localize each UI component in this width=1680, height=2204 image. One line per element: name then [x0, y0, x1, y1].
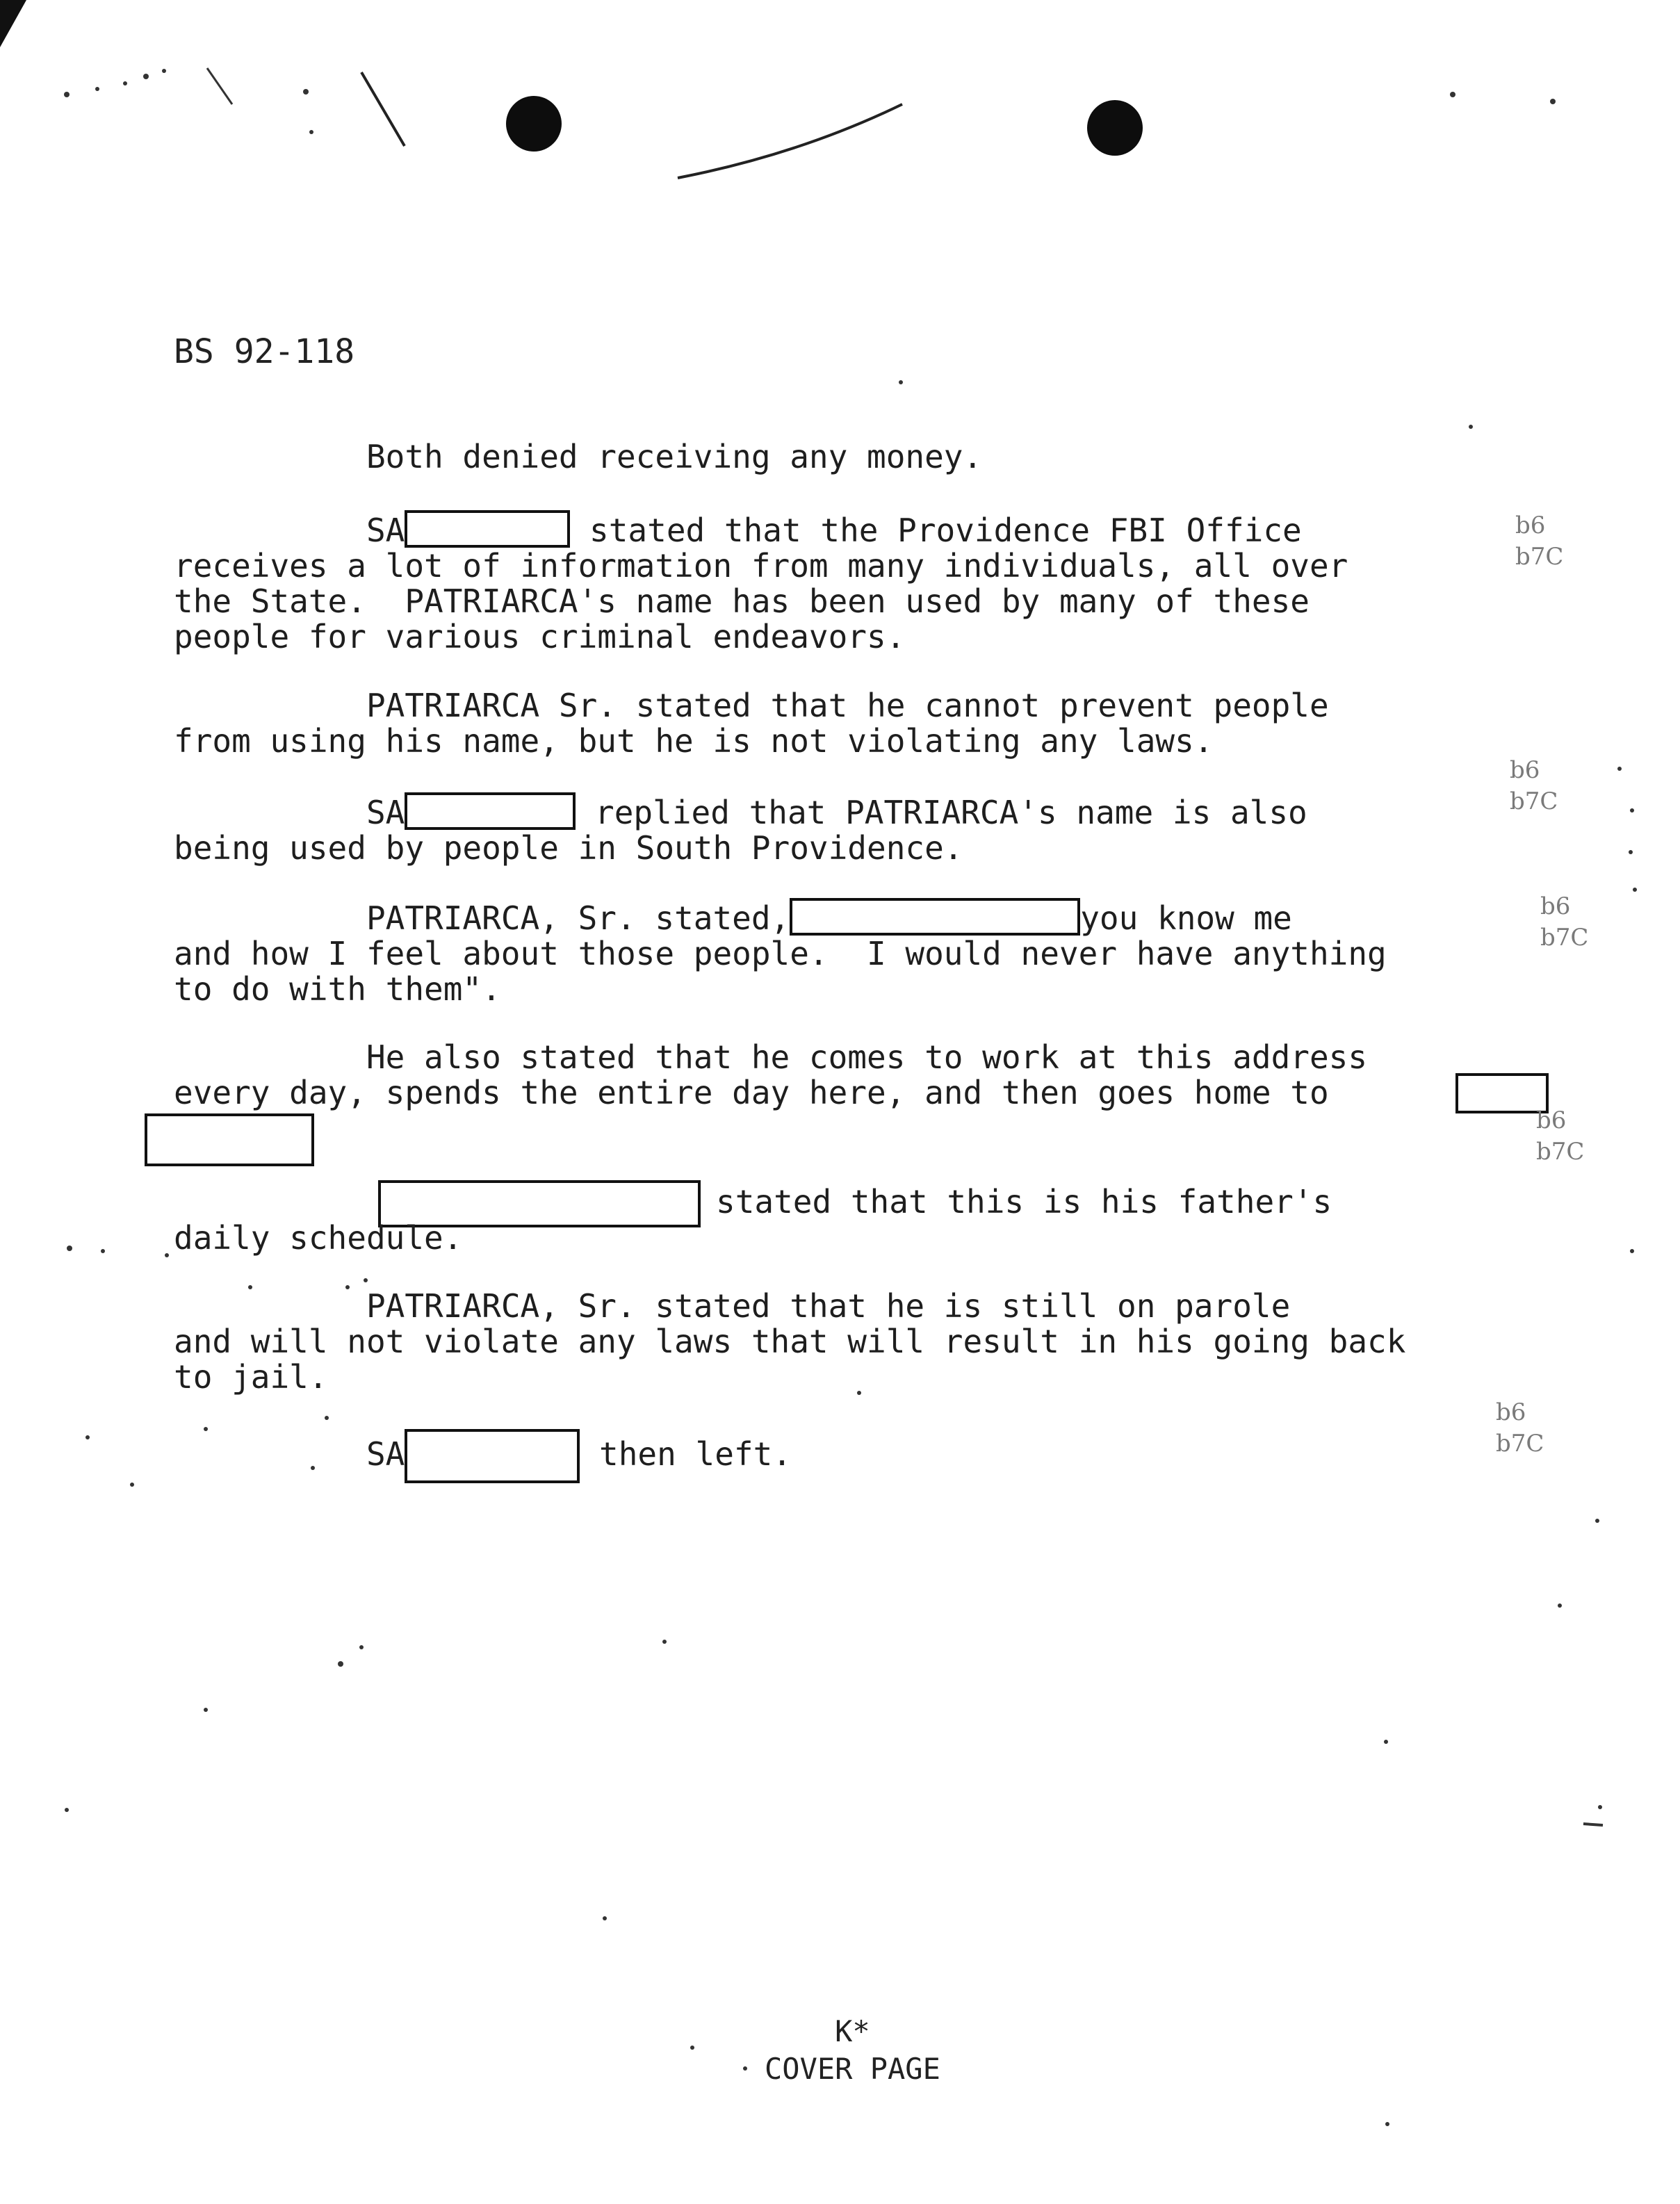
paragraph-7-line-1: stated that this is his father's [716, 1183, 1332, 1221]
exemption-b7c: b7C [1496, 1430, 1544, 1458]
line: from using his name, but he is not violating any laws. [174, 722, 1214, 760]
paragraph-2 [174, 510, 1348, 655]
line: PATRIARCA, Sr. stated that he is still on parole [366, 1287, 1291, 1325]
line: being used by people in South Providence. [174, 829, 963, 867]
text: SA [366, 794, 405, 831]
paragraph-8 [174, 1289, 1405, 1395]
text: stated that the Providence FBI Office [589, 512, 1302, 549]
line: He also stated that he comes to work at this address [366, 1038, 1368, 1076]
paragraph-4 [174, 792, 1307, 866]
exemption-b6: b6 [1540, 892, 1571, 920]
exemption-code-2 [1510, 755, 1558, 817]
text: then left. [599, 1435, 792, 1473]
line: to do with them". [174, 970, 501, 1008]
file-number: BS 92-118 [174, 332, 355, 371]
text: replied that PATRIARCA's name is also [595, 794, 1307, 831]
exemption-b7c: b7C [1510, 787, 1558, 815]
redaction-box [1455, 1073, 1549, 1113]
redaction-box [405, 510, 570, 548]
line: people for various criminal endeavors. [174, 618, 906, 655]
footer-mark: K* [835, 2014, 870, 2048]
exemption-code-4 [1536, 1105, 1584, 1168]
paragraph-1 [174, 439, 982, 475]
exemption-b6: b6 [1496, 1398, 1526, 1426]
line: the State. PATRIARCA's name has been used by many of these [174, 582, 1310, 620]
redaction-box [405, 1429, 580, 1483]
paragraph-9 [174, 1429, 792, 1483]
corner-fold-mark [0, 0, 26, 47]
exemption-b7c: b7C [1515, 543, 1564, 571]
paragraph-7-line-2 [174, 1221, 462, 1256]
line: to jail. [174, 1358, 328, 1396]
scan-line [361, 72, 405, 146]
text: PATRIARCA, Sr. stated, [366, 899, 790, 937]
exemption-b7c: b7C [1540, 924, 1589, 952]
paragraph-3 [174, 688, 1329, 759]
exemption-b6: b6 [1536, 1107, 1567, 1134]
paragraph-6 [174, 1040, 1367, 1111]
scan-dash [1583, 1824, 1603, 1825]
paragraph-5 [174, 898, 1387, 1007]
scan-line [207, 68, 232, 104]
text: SA [366, 512, 405, 549]
exemption-code-3 [1540, 891, 1588, 954]
text: every day, spends the entire day here, and then goes home to [174, 1074, 1329, 1111]
line: PATRIARCA Sr. stated that he cannot prevent people [366, 687, 1329, 724]
text: you know me [1080, 899, 1292, 937]
hole-punch-left [506, 96, 562, 152]
footer-label: COVER PAGE [765, 2052, 940, 2086]
exemption-code-1 [1515, 510, 1563, 573]
exemption-b6: b6 [1515, 512, 1546, 539]
line: daily schedule. [174, 1219, 463, 1257]
line: receives a lot of information from many individuals, all over [174, 547, 1348, 585]
redaction-box [145, 1113, 314, 1166]
redaction-box [790, 898, 1080, 936]
hole-punch-right [1087, 100, 1143, 156]
line: Both denied receiving any money. [366, 438, 983, 475]
exemption-b6: b6 [1510, 756, 1540, 784]
exemption-b7c: b7C [1536, 1138, 1585, 1166]
line: and how I feel about those people. I would never have anything [174, 935, 1387, 972]
exemption-code-5 [1496, 1397, 1544, 1460]
redaction-box [405, 792, 576, 830]
footer [765, 2013, 940, 2088]
pen-stroke [678, 104, 902, 178]
line: and will not violate any laws that will result in his going back [174, 1323, 1406, 1360]
text: SA [366, 1435, 405, 1473]
